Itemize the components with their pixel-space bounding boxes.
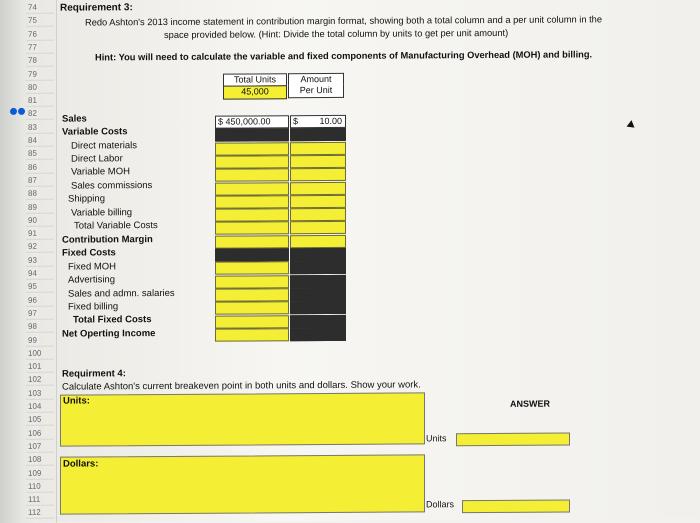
income-statement-grid — [215, 115, 346, 340]
grid-row — [215, 195, 346, 209]
row-number[interactable]: 79 — [26, 67, 54, 80]
grid-row — [215, 261, 346, 275]
row-number[interactable]: 101 — [26, 360, 54, 373]
label-shipping: Shipping — [68, 193, 105, 205]
label-sales-commissions: Sales commissions — [71, 180, 153, 192]
row-number[interactable]: 85 — [26, 147, 54, 160]
sales-per-unit-value: 10.00 — [319, 115, 342, 127]
total-column-cell[interactable] — [215, 315, 289, 328]
grid-row — [215, 235, 346, 249]
row-header-divider — [56, 0, 57, 523]
row-number[interactable]: 74 — [26, 1, 54, 14]
per-unit-column-cell — [290, 328, 346, 341]
row-number[interactable]: 77 — [26, 41, 54, 54]
row-number[interactable]: 78 — [26, 54, 54, 67]
dollars-work-area[interactable] — [60, 454, 425, 514]
grid-row — [215, 288, 346, 302]
row-number[interactable]: 82 — [26, 107, 54, 120]
row-number[interactable]: 99 — [26, 333, 54, 346]
label-variable-costs: Variable Costs — [62, 126, 128, 138]
dollars-answer-label: Dollars — [426, 499, 455, 510]
row-number[interactable]: 104 — [26, 400, 54, 413]
total-column-cell[interactable] — [215, 195, 289, 208]
per-unit-column-cell — [290, 128, 346, 141]
per-unit-column-cell[interactable] — [290, 235, 346, 248]
total-column-cell[interactable] — [215, 235, 289, 248]
grid-row — [215, 128, 346, 142]
total-column-cell — [215, 248, 289, 261]
row-number[interactable]: 103 — [26, 386, 54, 399]
label-net-operating-income: Net Operting Income — [62, 328, 156, 340]
row-number[interactable]: 97 — [26, 307, 54, 320]
req3-instructions-line2: space provided below. (Hint: Divide the total column by units to get per unit amount) — [164, 27, 509, 40]
row-number[interactable]: 96 — [26, 293, 54, 306]
row-number[interactable]: 112 — [26, 506, 54, 519]
total-column-cell[interactable] — [215, 275, 289, 288]
label-direct-materials: Direct materials — [71, 140, 137, 152]
per-unit-column-cell — [290, 288, 346, 301]
label-advertising: Advertising — [68, 274, 115, 286]
row-number[interactable]: 86 — [26, 160, 54, 173]
row-number[interactable]: 76 — [26, 27, 54, 40]
per-unit-column-cell[interactable] — [290, 195, 346, 208]
per-unit-column-cell[interactable] — [290, 181, 346, 194]
row-number[interactable]: 88 — [26, 187, 54, 200]
grid-row — [215, 314, 346, 328]
total-column-cell[interactable]: $ 450,000.00 — [215, 115, 289, 128]
row-number[interactable]: 87 — [26, 174, 54, 187]
grid-row — [215, 155, 346, 169]
row-number[interactable]: 95 — [26, 280, 54, 293]
total-column-cell[interactable] — [215, 155, 289, 168]
grid-row — [215, 328, 346, 342]
row-number[interactable]: 102 — [26, 373, 54, 386]
per-unit-column-cell — [290, 314, 346, 327]
row-number[interactable]: 107 — [26, 440, 54, 453]
label-sales: Sales — [62, 113, 87, 125]
per-unit-column-cell — [290, 301, 346, 314]
total-column-cell[interactable] — [215, 328, 289, 341]
label-variable-billing: Variable billing — [71, 207, 133, 219]
per-unit-column-cell[interactable] — [290, 168, 346, 181]
total-column-cell — [215, 129, 289, 142]
row-number[interactable]: 105 — [26, 413, 54, 426]
row-number[interactable]: 92 — [26, 240, 54, 253]
label-total-fixed-costs: Total Fixed Costs — [73, 314, 152, 326]
req3-hint: Hint: You will need to calculate the variable and fixed components of Manufacturing Overhead (MOH) and billing. — [95, 49, 593, 63]
per-unit-column-cell[interactable] — [290, 141, 346, 154]
row-number[interactable]: 109 — [26, 466, 54, 479]
grid-row — [215, 221, 346, 235]
label-fixed-costs: Fixed Costs — [62, 247, 116, 259]
units-answer-cell[interactable] — [456, 433, 570, 447]
total-units-value-cell[interactable]: 45,000 — [223, 85, 287, 99]
grid-row — [215, 301, 346, 315]
row-number-column — [26, 0, 56, 523]
grid-row — [215, 168, 346, 182]
per-unit-column-cell[interactable] — [290, 155, 346, 168]
blue-dot-icon — [18, 108, 25, 115]
grid-row — [215, 274, 346, 288]
total-units-label-cell[interactable]: Total Units — [223, 73, 287, 86]
grid-row — [215, 208, 346, 222]
per-unit-column-cell[interactable] — [290, 208, 346, 221]
total-column-cell[interactable] — [215, 288, 289, 301]
label-variable-moh: Variable MOH — [71, 166, 130, 178]
row-number[interactable]: 108 — [26, 453, 54, 466]
units-work-label: Units: — [63, 395, 90, 407]
total-column-cell[interactable] — [215, 182, 289, 195]
label-total-variable-costs: Total Variable Costs — [74, 220, 158, 232]
grid-row — [215, 141, 346, 155]
total-column-cell[interactable] — [215, 208, 289, 221]
dollars-work-label: Dollars: — [63, 458, 99, 470]
total-column-cell[interactable] — [215, 142, 289, 155]
req3-instructions-line1: Redo Ashton's 2013 income statement in contribution margin format, showing both a total column and a per unit column in the — [85, 14, 603, 28]
units-work-area[interactable] — [60, 392, 425, 446]
row-number[interactable]: 100 — [26, 346, 54, 359]
row-number[interactable]: 110 — [26, 479, 54, 492]
row-number[interactable]: 75 — [26, 14, 54, 27]
row-number[interactable]: 94 — [26, 267, 54, 280]
grid-row — [215, 248, 346, 262]
per-unit-label-cell: Per Unit — [288, 85, 344, 98]
row-number[interactable]: 80 — [26, 80, 54, 93]
per-unit-column-cell — [290, 261, 346, 274]
sales-per-unit-dollar-sign: $ — [293, 116, 299, 127]
dollars-answer-cell[interactable] — [462, 500, 570, 514]
per-unit-column-cell[interactable] — [290, 221, 346, 234]
req3-title: Requirement 3: — [60, 2, 133, 14]
row-number[interactable]: 106 — [26, 426, 54, 439]
answer-heading: ANSWER — [510, 398, 550, 409]
per-unit-column-cell — [290, 248, 346, 261]
req4-title: Requirment 4: — [62, 368, 126, 380]
row-number[interactable]: 111 — [26, 493, 54, 506]
row-number[interactable]: 89 — [26, 200, 54, 213]
total-column-cell[interactable] — [215, 168, 289, 181]
row-number[interactable]: 93 — [26, 253, 54, 266]
total-column-cell[interactable] — [215, 301, 289, 314]
row-number[interactable]: 91 — [26, 227, 54, 240]
per-unit-column-cell[interactable] — [290, 115, 346, 128]
label-fixed-billing: Fixed billing — [68, 301, 119, 313]
label-fixed-moh: Fixed MOH — [68, 261, 117, 273]
row-number[interactable]: 98 — [26, 320, 54, 333]
amount-label-cell: Amount — [288, 73, 344, 85]
label-sales-admin-salaries: Sales and admn. salaries — [68, 287, 175, 300]
req4-instructions: Calculate Ashton's current breakeven point in both units and dollars. Show your work. — [62, 379, 421, 393]
label-contribution-margin: Contribution Margin — [62, 234, 153, 246]
row-number[interactable]: 83 — [26, 120, 54, 133]
total-column-cell[interactable] — [215, 222, 289, 235]
grid-row — [215, 181, 346, 195]
row-number[interactable]: 90 — [26, 213, 54, 226]
mouse-cursor-icon — [627, 120, 636, 128]
label-direct-labor: Direct Labor — [71, 153, 123, 165]
total-column-cell[interactable] — [215, 262, 289, 275]
per-unit-column-cell — [290, 274, 346, 287]
units-answer-label: Units — [426, 433, 447, 444]
blue-dot-icon — [10, 108, 17, 115]
row-number[interactable]: 84 — [26, 134, 54, 147]
grid-row — [215, 115, 346, 129]
row-number[interactable]: 81 — [26, 94, 54, 107]
